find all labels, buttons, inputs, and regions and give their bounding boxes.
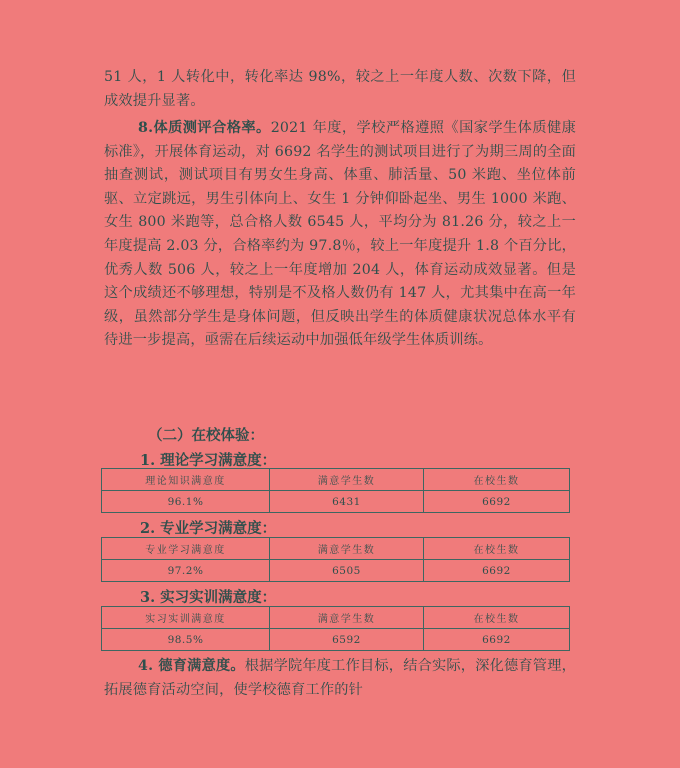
table-cell-enrolled: 6692 [424,560,570,582]
paragraph-moral-education [104,655,576,702]
table-row [102,560,570,582]
paragraph-physical-test-title: 8.体质测评合格率。 [138,120,271,136]
paragraph-transfer-rate: 51 人，1 人转化中，转化率达 98%，较之上一年度人数、次数下降，但成效提升显著。 [104,69,576,109]
paragraph-moral-education-title: 4. 德育满意度。 [138,658,245,674]
table-cell-satisfied: 6431 [270,491,424,513]
table-header-cell: 理论知识满意度 [102,469,270,491]
table-header-cell: 满意学生数 [270,469,424,491]
table-header-cell: 专业学习满意度 [102,538,270,560]
table-row [102,491,570,513]
table-header-cell: 满意学生数 [270,607,424,629]
table-header-cell: 实习实训满意度 [102,607,270,629]
table-header-cell: 在校生数 [424,538,570,560]
table-title-theory: 1. 理论学习满意度： [140,452,277,469]
section-heading-campus-experience: （二）在校体验： [148,427,264,444]
table-practical-satisfaction [101,606,570,651]
table-cell-satisfied: 6505 [270,560,424,582]
table-cell-rate: 96.1% [102,491,270,513]
table-professional-satisfaction [101,537,570,582]
table-header-row [102,607,570,629]
paragraph-moral-education-text: 根据学院年度工作目标，结合实际，深化德育管理，拓展德育活动空间，使学校德育工作的针 [104,658,576,698]
table-cell-rate: 97.2% [102,560,270,582]
table-title-professional: 2. 专业学习满意度： [140,520,277,537]
paragraph-physical-test-text: 2021 年度，学校严格遵照《国家学生体质健康标准》，开展体育运动，对 6692 名学生的测试项目进行了为期三周的全面抽查测试，测试项目有男女生身高、体重、肺活量、50 米跑、坐位体前驱、立定跳远，男生引体向上、女生 1 分钟仰卧起坐、男生 1000 米跑、女生 800 米跑等，总合格人数 6545 人，平均分为 81.26 分，较之上一年度提高 2.03 分，合格率约为 97.8％，较上一年度提升 1.8 个百分比，优秀人数 506 人，较之上一年度增加 204 人，体育运动成效显著。但是这个成绩还不够理想，特别是不及格人数仍有 147 人，尤其集中在高一年级，虽然部分学生是身体问题，但反映出学生的体质健康状况总体水平有待进一步提高，亟需在后续运动中加强低年级学生体质训练。 [104,120,577,349]
table-title-practical: 3. 实习实训满意度： [140,589,277,606]
paragraph-physical-test [104,117,576,353]
table-row [102,629,570,651]
table-cell-enrolled: 6692 [424,491,570,513]
table-theory-satisfaction [101,468,570,513]
table-header-cell: 在校生数 [424,469,570,491]
table-header-cell: 满意学生数 [270,538,424,560]
table-header-row [102,538,570,560]
table-cell-enrolled: 6692 [424,629,570,651]
table-header-cell: 在校生数 [424,607,570,629]
table-cell-satisfied: 6592 [270,629,424,651]
table-cell-rate: 98.5% [102,629,270,651]
table-header-row [102,469,570,491]
